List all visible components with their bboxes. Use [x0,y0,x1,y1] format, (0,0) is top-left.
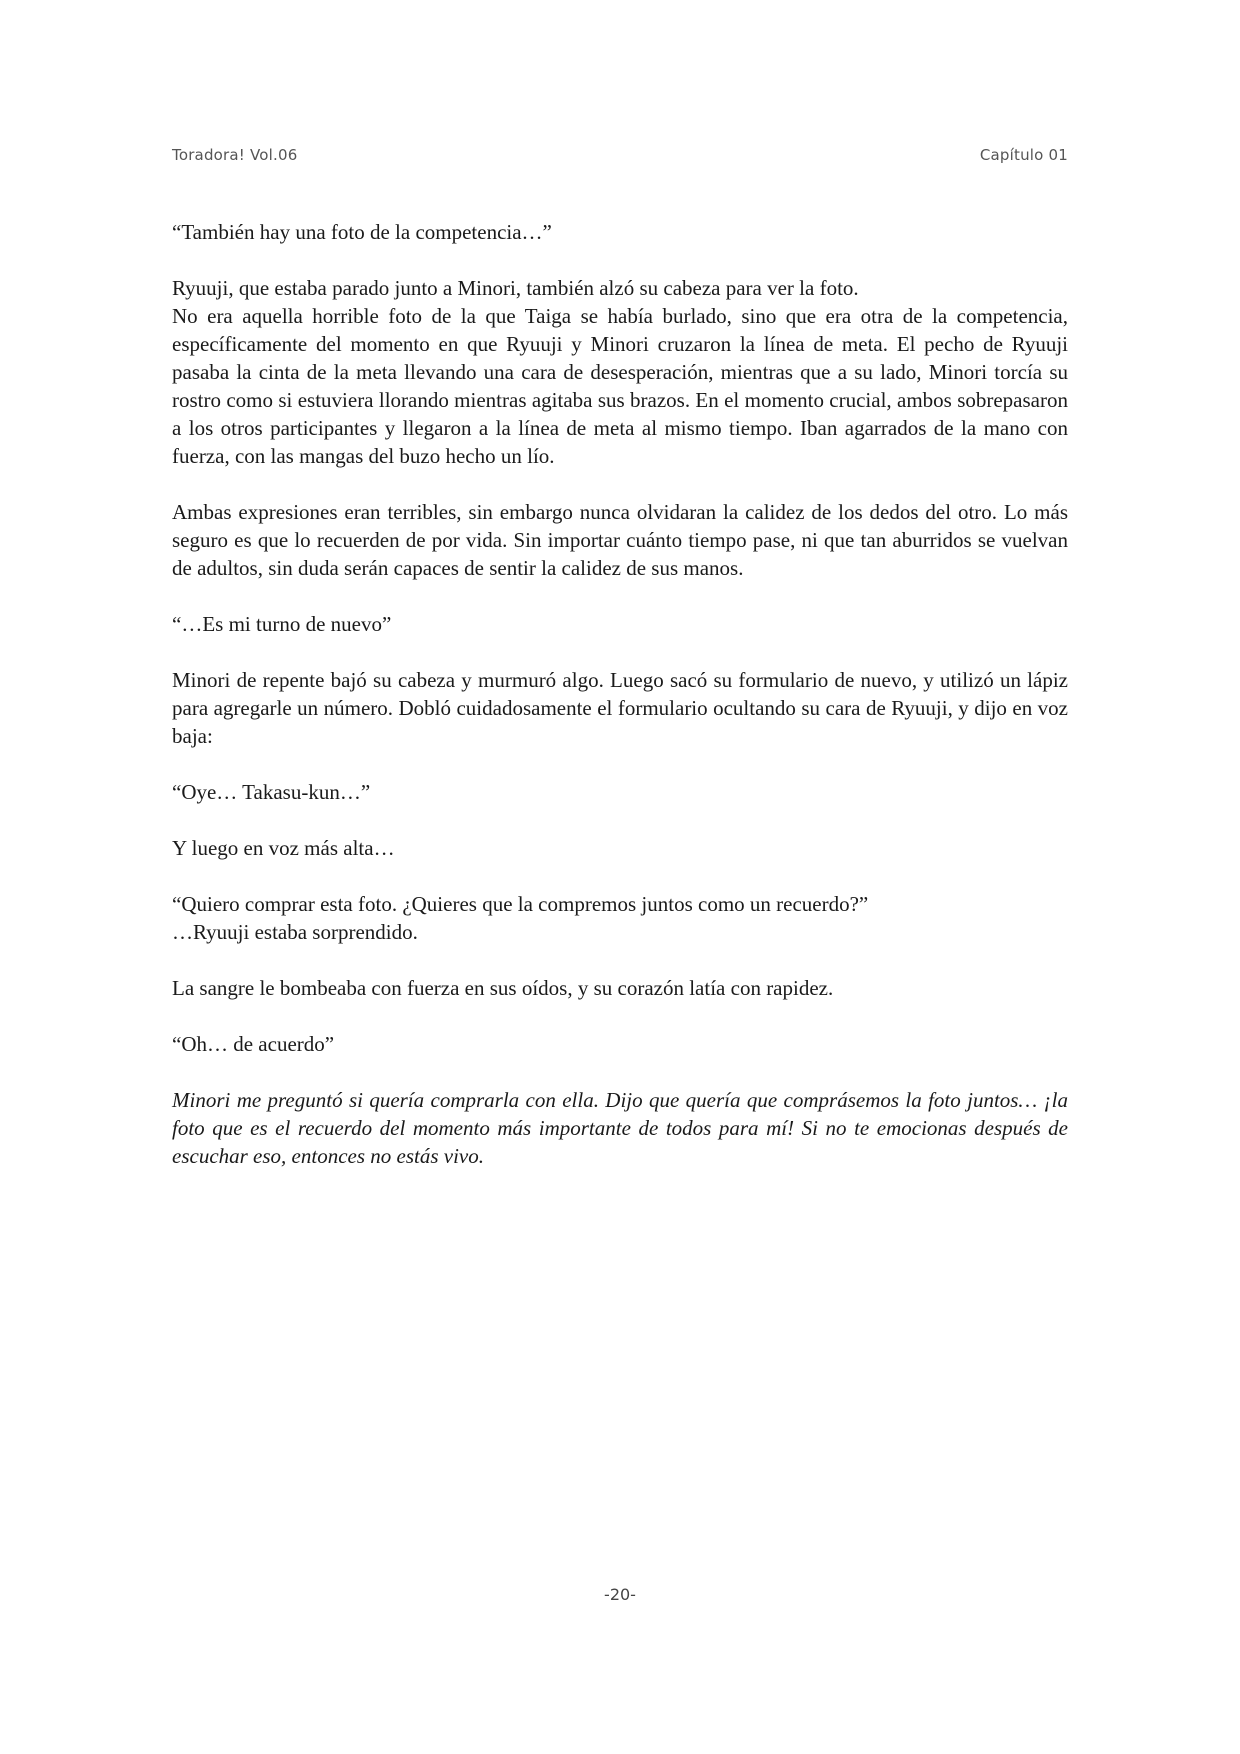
paragraph: “Oye… Takasu-kun…” [172,780,371,804]
paragraph: “…Es mi turno de nuevo” [172,612,392,636]
paragraph: La sangre le bombeaba con fuerza en sus oídos, y su corazón latía con rapidez. [172,976,834,1000]
page-header [172,146,1068,170]
chapter-title: Capítulo 01 [979,146,1068,164]
page-number: -20- [604,1585,636,1604]
page-body [172,218,1068,1198]
paragraph: Ambas expresiones eran terribles, sin embargo nunca olvidaran la calidez de los dedos del otro. Lo más seguro es que lo recuerden de por vida. Sin importar cuánto tiempo pase, ni que tan aburridos se vuelvan de adultos, sin duda serán capaces de sentir la calidez de sus manos. [172,500,1068,580]
paragraph: Minori de repente bajó su cabeza y murmuró algo. Luego sacó su formulario de nuevo, y utilizó un lápiz para agregarle un número. Dobló cuidadosamente el formulario ocultando su cara de Ryuuji, y dijo en voz baja: [172,668,1068,748]
paragraph: Ryuuji, que estaba parado junto a Minori, también alzó su cabeza para ver la foto. [172,276,859,300]
paragraph: Y luego en voz más alta… [172,836,395,860]
paragraph: …Ryuuji estaba sorprendido. [172,920,418,944]
paragraph: No era aquella horrible foto de la que Taiga se había burlado, sino que era otra de la competencia, específicamente del momento en que Ryuuji y Minori cruzaron la línea de meta. El pecho de Ryuuji pasaba la cinta de la meta llevando una cara de desesperación, mientras que a su lado, Minori torcía su rostro como si estuviera llorando mientras agitaba sus brazos. En el momento crucial, ambos sobrepasaron a los otros participantes y llegaron a la línea de meta al mismo tiempo. Iban agarrados de la mano con fuerza, con las mangas del buzo hecho un lío. [172,304,1068,468]
inner-monologue-paragraph: Minori me preguntó si quería comprarla con ella. Dijo que quería que comprásemos la foto juntos… ¡la foto que es el recuerdo del momento más importante de todos para mí! Si no te emocionas después de escuchar eso, entonces no estás vivo. [172,1088,1068,1168]
paragraph: “También hay una foto de la competencia…” [172,220,552,244]
paragraph: “Quiero comprar esta foto. ¿Quieres que la compremos juntos como un recuerdo?” [172,892,869,916]
paragraph: “Oh… de acuerdo” [172,1032,335,1056]
book-title: Toradora! Vol.06 [172,146,298,164]
